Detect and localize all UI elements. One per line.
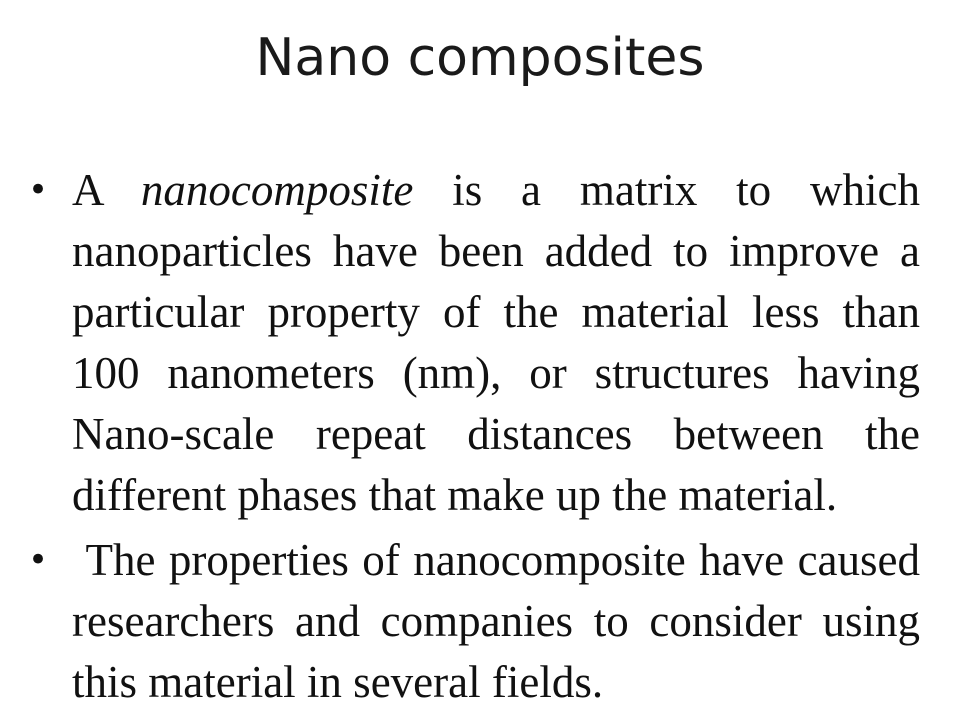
bullet-item-definition — [0, 160, 960, 526]
bullet-text: The properties of nanocomposite have caused researchers and companies to consider using this material in several fields. — [72, 535, 932, 707]
bullet-term: nanocomposite — [140, 165, 414, 215]
bullet-item-properties — [0, 530, 960, 713]
bullet-list — [0, 160, 960, 717]
slide-title: Nano composites — [255, 28, 705, 88]
bullet-icon: • — [28, 540, 49, 580]
bullet-text-intro: A — [72, 165, 141, 215]
bullet-text-rest: is a matrix to which nanoparticles have been added to improve a particular property of the material less than 100 nanometers (nm), or structures having Nano-scale repeat distances between the different phases that make up the material. — [72, 165, 921, 520]
bullet-icon: • — [28, 170, 49, 210]
